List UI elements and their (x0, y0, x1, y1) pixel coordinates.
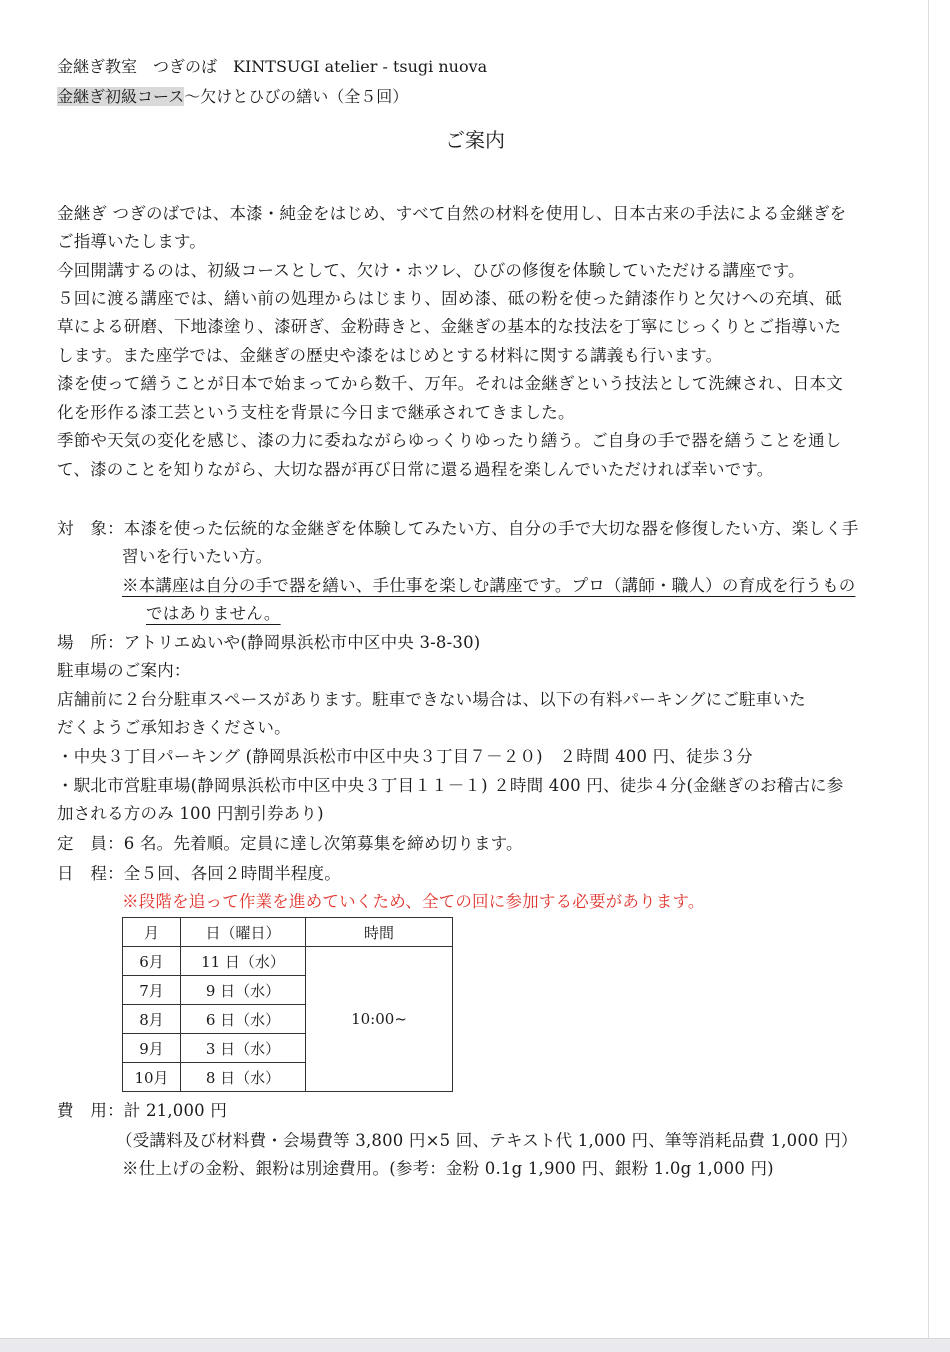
parking-item: ・駅北市営駐車場(静岡県浜松市中区中央３丁目１１－１) ２時間 400 円、徒歩４分(金継ぎのお稽古に参 (57, 776, 844, 795)
schedule-table (122, 917, 453, 1092)
header-course (57, 84, 408, 107)
page-title: ご案内 (445, 128, 505, 152)
month-cell: 9月 (123, 1034, 181, 1063)
intro-line: ５回に渡る講座では、繕い前の処理からはじまり、固め漆、砥の粉を使った錆漆作りと欠けへの充填、砥 (57, 289, 842, 308)
target-note: ではありません。 (146, 604, 281, 623)
intro-line: 季節や天気の変化を感じ、漆の力に委ねながらゆっくりゆったり繕う。ご自身の手で器を繕うことを通し (57, 431, 842, 450)
parking-heading: 駐車場のご案内： (57, 661, 191, 680)
target-line: 対 象：本漆を使った伝統的な金継ぎを体験してみたい方、自分の手で大切な器を修復したい方、楽しく手 (57, 519, 859, 538)
target-line: 習いを行いたい方。 (122, 547, 273, 566)
day-cell: 6 日（水） (181, 1005, 306, 1034)
month-cell: 10月 (123, 1063, 181, 1092)
day-cell: 8 日（水） (181, 1063, 306, 1092)
intro-line: ご指導いたします。 (57, 232, 206, 251)
day-cell: 9 日（水） (181, 976, 306, 1005)
parking-item: 加される方のみ 100 円割引券あり) (57, 804, 324, 823)
intro-line: 草による研磨、下地漆塗り、漆研ぎ、金粉蒔きと、金継ぎの基本的な技法を丁寧にじっくりとご指導いた (57, 317, 842, 336)
month-cell: 7月 (123, 976, 181, 1005)
intro-line: 化を形作る漆工芸という支柱を背景に今日まで継承されてきました。 (57, 403, 575, 422)
parking-line: 店舗前に２台分駐車スペースがあります。駐車できない場合は、以下の有料パーキングにご駐車いた (57, 690, 806, 709)
day-cell: 11 日（水） (181, 947, 306, 976)
schedule-summary: 日 程：全５回、各回２時間半程度。 (57, 864, 341, 883)
header-school-name: 金継ぎ教室 つぎのば KINTSUGI atelier - tsugi nuova (57, 57, 488, 76)
place-line: 場 所：アトリエぬいや(静岡県浜松市中区中央 3-8-30) (57, 633, 481, 652)
parking-line: だくようご承知おきください。 (57, 718, 291, 737)
month-cell: 8月 (123, 1005, 181, 1034)
intro-line: 漆を使って繕うことが日本で始まってから数千、万年。それは金継ぎという技法として洗練され、日本文 (57, 374, 843, 393)
course-name-highlight: 金継ぎ初級コース (57, 87, 185, 106)
capacity-line: 定 員：6 名。先着順。定員に達し次第募集を締め切ります。 (57, 834, 523, 853)
column-header-time: 時間 (306, 918, 453, 947)
course-subtitle: 〜欠けとひびの繕い（全５回） (184, 87, 409, 106)
parking-item: ・中央３丁目パーキング (静岡県浜松市中区中央３丁目７－２０) ２時間 400 円、徒歩３分 (57, 747, 753, 766)
schedule-warning: ※段階を追って作業を進めていくため、全ての回に参加する必要があります。 (122, 892, 705, 911)
column-header-month: 月 (123, 918, 181, 947)
fee-note: ※仕上げの金粉、銀粉は別途費用。(参考：金粉 0.1g 1,900 円、銀粉 1.0g 1,000 円) (122, 1159, 774, 1178)
page-edge-line (928, 0, 929, 1338)
month-cell: 6月 (123, 947, 181, 976)
target-note: ※本講座は自分の手で器を繕い、手仕事を楽しむ講座です。プロ（講師・職人）の育成を行うもの (122, 576, 856, 595)
intro-line: します。また座学では、金継ぎの歴史や漆をはじめとする材料に関する講義も行います。 (57, 346, 723, 365)
intro-line: て、漆のことを知りながら、大切な器が再び日常に還る過程を楽しんでいただければ幸いです。 (57, 460, 774, 479)
time-cell: 10:00~ (306, 947, 453, 1092)
table-header-row (123, 918, 453, 947)
table-row (123, 947, 453, 976)
fee-breakdown: （受講料及び材料費・会場費等 3,800 円×5 回、テキスト代 1,000 円、筆等消耗品費 1,000 円） (116, 1131, 858, 1150)
intro-line: 金継ぎ つぎのばでは、本漆・純金をはじめ、すべて自然の材料を使用し、日本古来の手法による金継ぎを (57, 204, 847, 223)
intro-line: 今回開講するのは、初級コースとして、欠け・ホツレ、ひびの修復を体験していただける講座です。 (57, 261, 805, 280)
column-header-day: 日（曜日） (181, 918, 306, 947)
day-cell: 3 日（水） (181, 1034, 306, 1063)
bottom-scroll-edge (0, 1338, 950, 1352)
fee-line: 費 用：計 21,000 円 (57, 1101, 228, 1120)
